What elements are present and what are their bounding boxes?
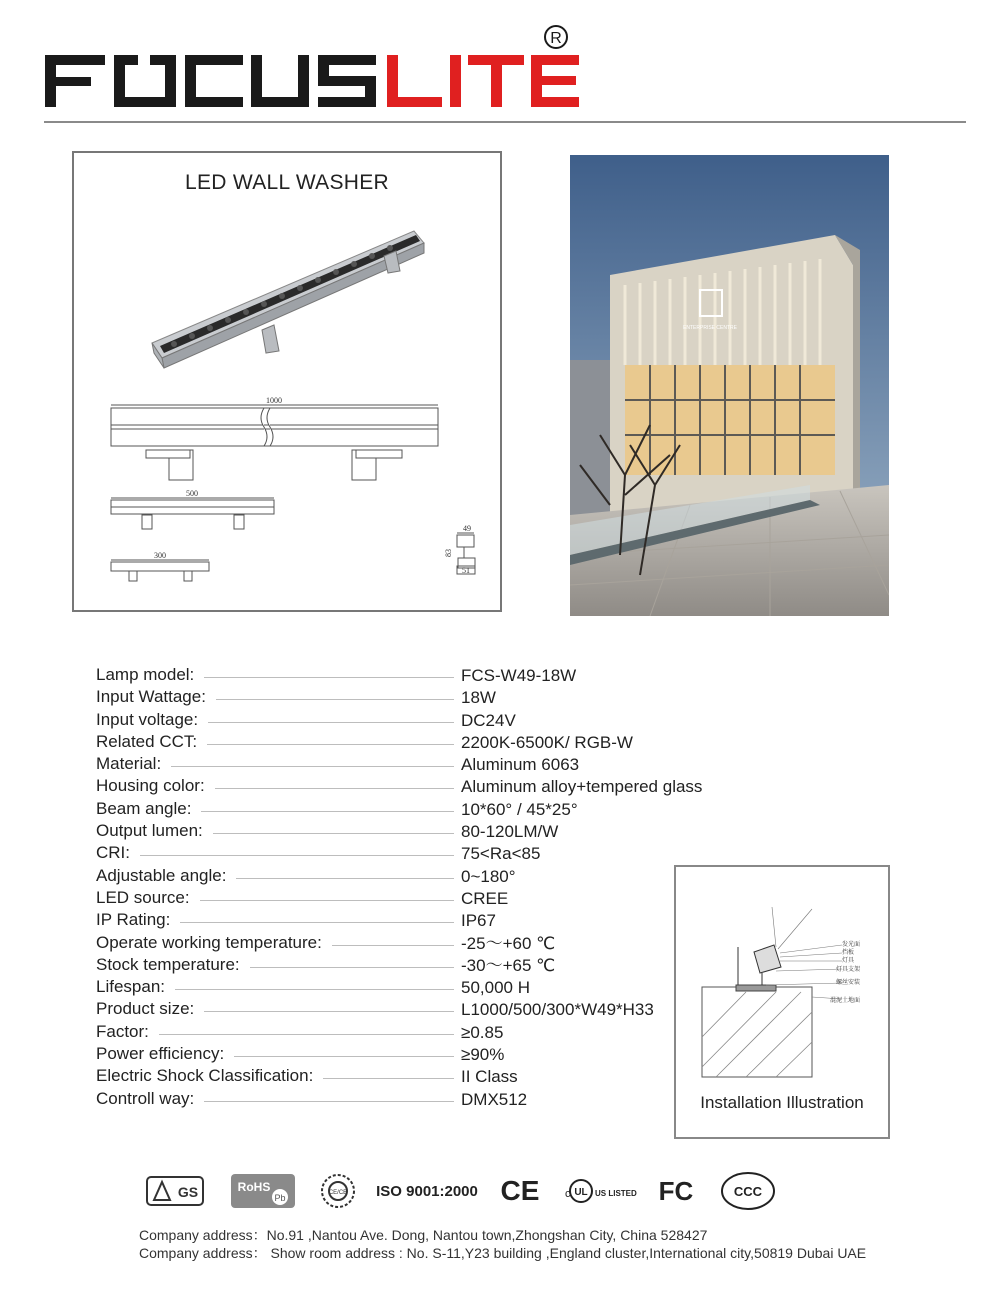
focuslite-logo xyxy=(40,20,580,116)
spec-row xyxy=(96,664,696,686)
fc-logo: FC xyxy=(658,1175,694,1206)
spec-row xyxy=(96,865,696,887)
company-address-dubai: Company address： Show room address : No. S-11,Y23 building ,England cluster,International city,50819 Dubai UAE xyxy=(139,1245,867,1261)
spec-leader-line xyxy=(96,855,454,856)
spec-label: Material: xyxy=(96,753,171,775)
round-mark-logo xyxy=(318,1166,358,1216)
fixture-3d xyxy=(152,231,424,368)
spec-row xyxy=(96,820,696,842)
spec-value: ≥0.85 xyxy=(461,1022,504,1042)
spec-label: Operate working temperature: xyxy=(96,932,332,954)
header-divider xyxy=(44,121,966,123)
spec-value: FCS-W49-18W xyxy=(461,666,577,685)
svg-text:UL: UL xyxy=(574,1187,588,1198)
svg-text:发光面: 发光面 xyxy=(842,941,861,948)
spec-row xyxy=(96,775,703,797)
spec-label: Adjustable angle: xyxy=(96,865,236,887)
spec-label: Beam angle: xyxy=(96,798,201,820)
rohs-logo xyxy=(228,1166,298,1216)
ul-logo xyxy=(558,1166,638,1216)
company-address-china: Company address：No.91 ,Nantou Ave. Dong, Nantou town,Zhongshan City, China 528427 xyxy=(139,1227,708,1243)
spec-value: 10*60° / 45*25° xyxy=(461,799,578,819)
spec-row xyxy=(96,887,696,909)
svg-text:500: 500 xyxy=(186,489,198,498)
spec-label: Electric Shock Classification: xyxy=(96,1065,323,1087)
ce-logo: CE xyxy=(500,1175,540,1206)
spec-value: ≥90% xyxy=(461,1045,505,1065)
spec-label: Related CCT: xyxy=(96,731,207,753)
svg-text:1000: 1000 xyxy=(266,396,282,405)
svg-text:混泥土地面: 混泥土地面 xyxy=(830,997,861,1004)
spec-value: Aluminum 6063 xyxy=(461,755,580,775)
spec-label: Controll way: xyxy=(96,1088,204,1110)
spec-value: -25～+60 ℃ xyxy=(461,933,556,953)
spec-row xyxy=(96,932,696,954)
spec-row xyxy=(96,976,696,998)
svg-text:RoHS: RoHS xyxy=(237,1180,271,1194)
spec-label: Output lumen: xyxy=(96,820,213,842)
spec-label: Input Wattage: xyxy=(96,686,216,708)
spec-label: LED source: xyxy=(96,887,200,909)
spec-value: 2200K-6500K/ RGB-W xyxy=(461,732,633,752)
gs-logo xyxy=(145,1166,205,1216)
svg-text:ENTERPRISE CENTRE: ENTERPRISE CENTRE xyxy=(683,325,737,331)
spec-label: CRI: xyxy=(96,842,140,864)
spec-value: 75<Ra<85 xyxy=(461,844,541,864)
spec-value: 18W xyxy=(461,688,496,708)
spec-table xyxy=(96,664,703,1110)
cross-section xyxy=(444,524,475,575)
spec-value: 50,000 H xyxy=(461,978,530,998)
svg-text:灯具: 灯具 xyxy=(842,957,855,964)
svg-text:US LISTED: US LISTED xyxy=(595,1189,637,1198)
spec-row xyxy=(96,1065,696,1087)
ccc-logo xyxy=(718,1166,778,1216)
spec-value: DMX512 xyxy=(461,1089,528,1109)
svg-text:GS: GS xyxy=(177,1184,199,1200)
spec-value: 0~180° xyxy=(461,866,516,886)
building-photo xyxy=(570,155,889,616)
spec-label: Housing color: xyxy=(96,775,215,797)
spec-label: Stock temperature: xyxy=(96,954,250,976)
svg-text:挡板: 挡板 xyxy=(842,949,855,956)
company-addresses xyxy=(139,1226,879,1262)
iso-logo: ISO 9001:2000 xyxy=(376,1182,478,1200)
registered-mark: R xyxy=(550,30,562,47)
spec-label: Lifespan: xyxy=(96,976,175,998)
spec-value: CREE xyxy=(461,888,509,908)
spec-label: Factor: xyxy=(96,1021,159,1043)
svg-text:83: 83 xyxy=(444,549,453,557)
spec-value: II Class xyxy=(461,1067,518,1087)
svg-text:Pb: Pb xyxy=(274,1193,286,1203)
spec-row xyxy=(96,842,696,864)
spec-row xyxy=(96,709,696,731)
spec-label: IP Rating: xyxy=(96,909,180,931)
svg-text:300: 300 xyxy=(154,551,166,560)
spec-row xyxy=(96,1021,696,1043)
certification-logos xyxy=(140,1166,780,1216)
spec-row xyxy=(96,909,696,931)
svg-text:49: 49 xyxy=(463,524,471,533)
spec-value: L1000/500/300*W49*H33 xyxy=(461,1000,654,1020)
svg-text:CCC: CCC xyxy=(733,1184,763,1199)
spec-row xyxy=(96,753,696,775)
spec-value: 80-120LM/W xyxy=(461,822,559,842)
spec-value: DC24V xyxy=(461,710,516,730)
svg-text:c: c xyxy=(565,1188,571,1200)
product-drawing-panel xyxy=(72,151,502,612)
side-view-300 xyxy=(111,551,209,581)
spec-row xyxy=(96,798,696,820)
spec-label: Power efficiency: xyxy=(96,1043,234,1065)
spec-row xyxy=(96,954,696,976)
spec-row xyxy=(96,731,696,753)
svg-text:CE/CB: CE/CB xyxy=(328,1190,348,1196)
spec-value: Aluminum alloy+tempered glass xyxy=(461,777,703,797)
product-title: LED WALL WASHER xyxy=(184,171,390,194)
spec-row xyxy=(96,1043,696,1065)
product-drawing xyxy=(74,153,500,610)
spec-row xyxy=(96,998,696,1020)
spec-label: Product size: xyxy=(96,998,204,1020)
svg-text:51: 51 xyxy=(462,566,470,575)
spec-row xyxy=(96,686,696,708)
installation-caption: Installation Illustration xyxy=(700,1093,864,1112)
spec-label: Input voltage: xyxy=(96,709,208,731)
side-view-500 xyxy=(111,489,274,529)
svg-text:螺丝安装: 螺丝安装 xyxy=(836,979,861,986)
spec-value: -30～+65 ℃ xyxy=(461,955,556,975)
svg-text:灯具支架: 灯具支架 xyxy=(836,966,861,973)
installation-illustration xyxy=(674,865,890,1139)
spec-value: IP67 xyxy=(461,911,496,931)
spec-label: Lamp model: xyxy=(96,664,204,686)
spec-row xyxy=(96,1088,696,1110)
side-view-1000 xyxy=(111,396,438,480)
